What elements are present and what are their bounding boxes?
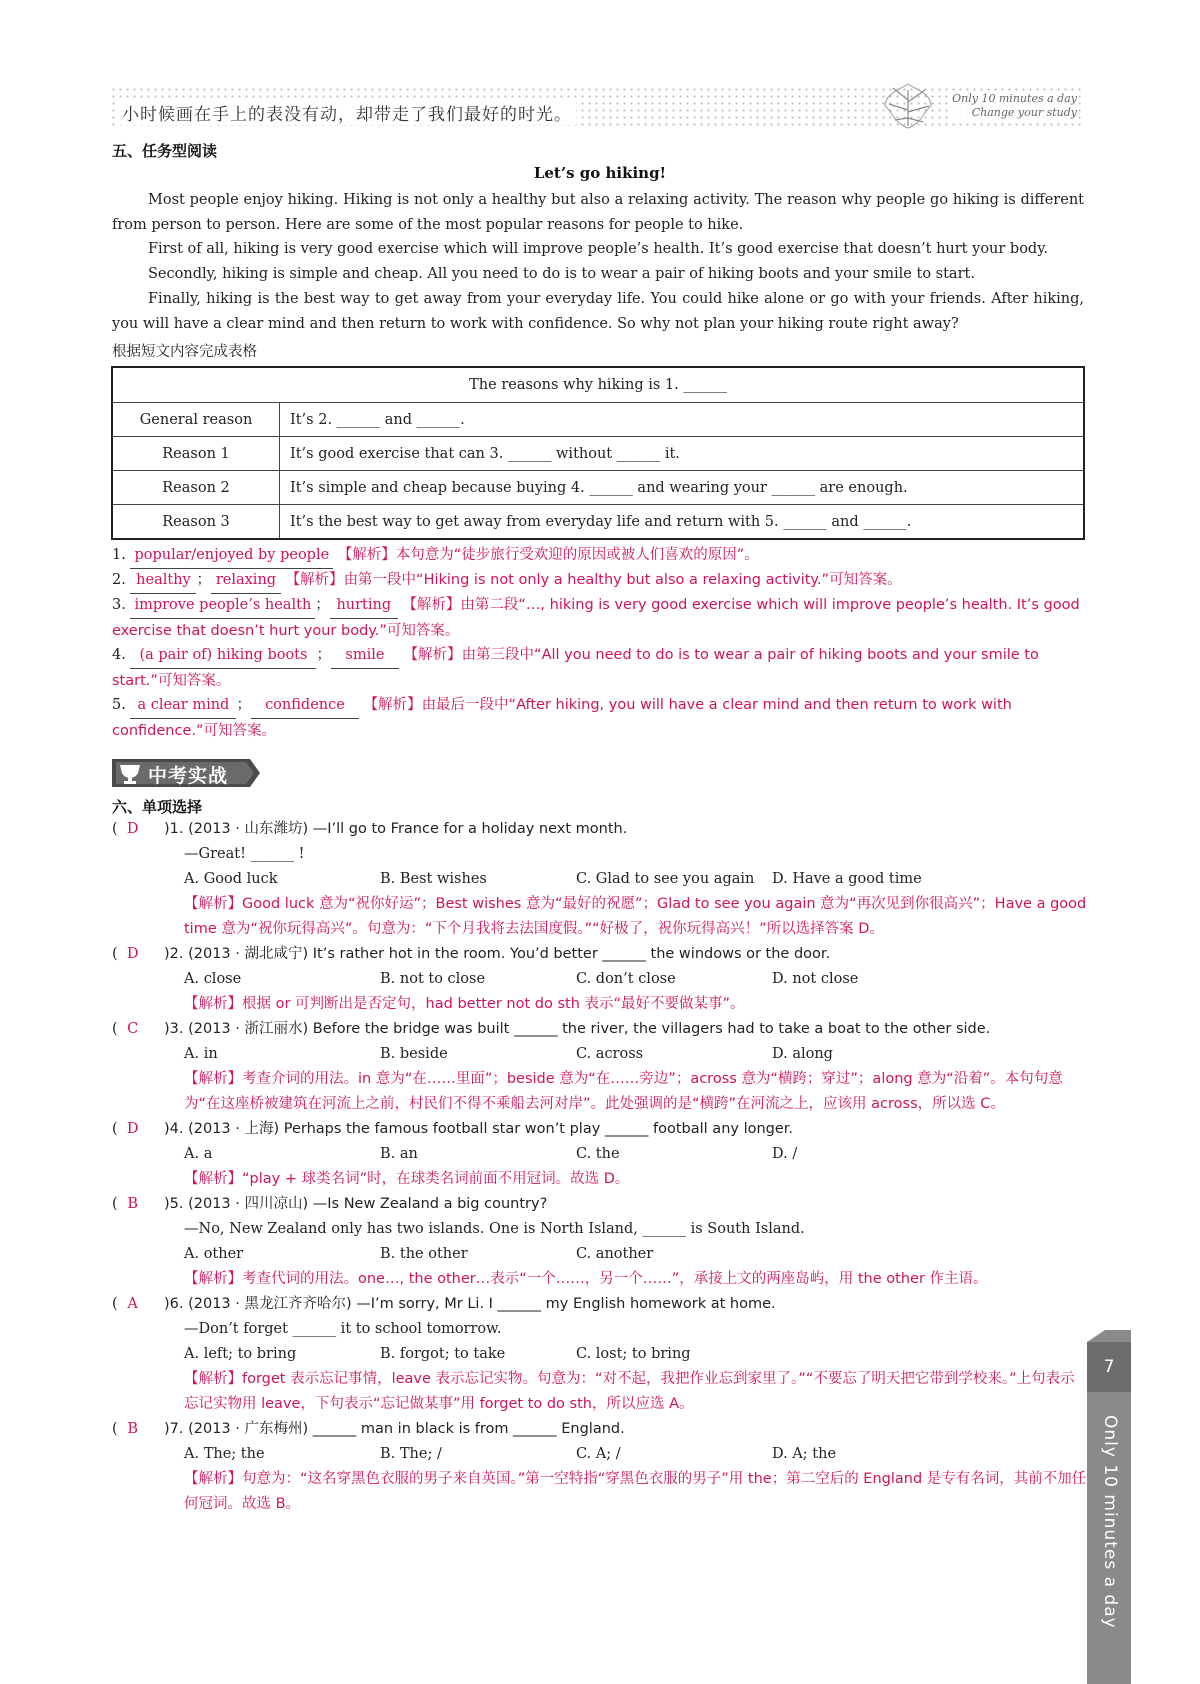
option: B. not to close <box>380 971 486 987</box>
answer-blank: a clear mind <box>130 693 236 719</box>
passage-paragraph-4: Finally, hiking is the best way to get away from your everyday life. You could hike alone or go with your friends. After hiking, you will have a clear mind and then return to work with confidence. So why not plan your hiking route right away? <box>112 291 1084 332</box>
side-tab-text-wrap <box>1086 1415 1132 1665</box>
header-motto: 小时候画在手上的表没有动，却带走了我们最好的时光。 <box>118 100 576 125</box>
analysis-tag: 【解析】 <box>337 547 396 563</box>
options <box>112 1342 1087 1367</box>
analysis-text: 由最后一段中“After hiking, you will have a clear mind and then return to work with confidence.”可知答案。 <box>112 697 1012 739</box>
table-header-cell: The reasons why hiking is 1. ______ <box>112 367 1084 403</box>
answer-separator: ； <box>316 647 331 663</box>
analysis-text: 根据 or 可判断出是否定句，had better not do sth 表示“最好不要做某事”。 <box>242 996 745 1012</box>
table-row-label: Reason 1 <box>112 437 280 471</box>
question-stem: )5. (2013 · 四川凉山) —Is New Zealand a big country? <box>164 1196 548 1212</box>
answer-number: 1. <box>112 547 126 563</box>
question-list <box>112 817 1087 1517</box>
option: B. forgot; to take <box>380 1346 506 1362</box>
option: C. A; / <box>576 1446 621 1462</box>
analysis-tag: 【解析】 <box>363 697 422 713</box>
table-row-text: It’s simple and cheap because buying 4. ______ and wearing your ______ are enough. <box>280 471 1085 505</box>
exam-practice-banner <box>112 757 260 789</box>
question-5: ( B )5. (2013 · 四川凉山) —Is New Zealand a big country? —No, New Zealand only has two islands. One is North Island, ______ is South Island. A. other B. the other C. another 【解析】考查代词的用法。one…, the other…表示“一个……，另一个……”，承接上文的两座岛屿，用 the other 作主语。 <box>112 1192 1087 1292</box>
passage-paragraph-3: Secondly, hiking is simple and cheap. All you need to do is to wear a pair of hiking boots and your smile to start. <box>148 266 975 282</box>
analysis-text: 考查代词的用法。one…, the other…表示“一个……，另一个……”，承接上文的两座岛屿，用 the other 作主语。 <box>242 1271 988 1287</box>
reasons-table <box>111 366 1085 540</box>
page-header <box>110 86 1085 130</box>
analysis <box>112 892 1087 942</box>
option: A. The; the <box>184 1446 265 1462</box>
question-line2: —No, New Zealand only has two islands. One is North Island, ______ is South Island. <box>184 1221 805 1237</box>
header-slogan-line1: Only 10 minutes a day <box>952 92 1077 105</box>
header-slogan <box>950 92 1079 120</box>
table-row <box>112 471 1084 505</box>
analysis <box>112 1167 1087 1192</box>
option: B. Best wishes <box>380 871 487 887</box>
analysis-tag: 【解析】 <box>184 1171 242 1187</box>
analysis-text: 本句意为“徒步旅行受欢迎的原因或被人们喜欢的原因”。 <box>395 547 759 563</box>
table-row-text: It’s 2. ______ and ______. <box>280 403 1085 437</box>
analysis-text: 由第一段中“Hiking is not only a healthy but also a relaxing activity.”可知答案。 <box>343 572 902 588</box>
option: A. in <box>184 1046 218 1062</box>
question-line2: —Don’t forget ______ it to school tomorrow. <box>184 1321 502 1337</box>
question-stem: )3. (2013 · 浙江丽水) Before the bridge was built ______ the river, the villagers had to take a boat to the other side. <box>164 1021 991 1037</box>
analysis-tag: 【解析】 <box>285 572 344 588</box>
option: B. the other <box>380 1246 468 1262</box>
passage-title: Let’s go hiking! <box>533 164 667 182</box>
question-2: ( D )2. (2013 · 湖北咸宁) It’s rather hot in the room. You’d better ______ the windows or the door. A. close B. not to close C. don’t close D. not close 【解析】根据 or 可判断出是否定句，had better not do sth 表示“最好不要做某事”。 <box>112 942 1087 1017</box>
question-stem: )7. (2013 · 广东梅州) ______ man in black is from ______ England. <box>164 1421 625 1437</box>
table-row-label: General reason <box>112 403 280 437</box>
banner-text: 中考实战 <box>148 765 229 787</box>
question-stem: )4. (2013 · 上海) Perhaps the famous football star won’t play ______ football any longer. <box>164 1121 794 1137</box>
answer-key: B <box>127 1196 138 1212</box>
options <box>112 1442 1087 1467</box>
side-tab-fold <box>1087 1330 1105 1342</box>
answer-blank: confidence <box>251 693 359 719</box>
answer-blank: improve people’s health <box>130 593 315 619</box>
table-row-label: Reason 3 <box>112 505 280 540</box>
option: C. lost; to bring <box>576 1346 691 1362</box>
analysis-text: forget 表示忘记事情，leave 表示忘记实物。句意为：“对不起，我把作业忘到家里了。”“不要忘了明天把它带到学校来。”上句表示忘记实物用 leave，下句表示“忘记做某事”用 forget to do sth，所以应选 A。 <box>184 1371 1075 1412</box>
question-3: ( C )3. (2013 · 浙江丽水) Before the bridge was built ______ the river, the villagers had to take a boat to the other side. A. in B. beside C. across D. along 【解析】考查介词的用法。in 意为“在……里面”；beside 意为“在……旁边”；across 意为“横跨；穿过”；along 意为“沿着”。本句句意为“在这座桥被建筑在河流上之前，村民们不得不乘船去河对岸”。此处强调的是“横跨”在河流之上，应该用 across，所以选 C。 <box>112 1017 1087 1117</box>
page-number: 7 <box>1087 1342 1131 1392</box>
analysis-tag: 【解析】 <box>184 996 242 1012</box>
analysis-text: 句意为：“这名穿黑色衣服的男子来自英国。”第一空特指“穿黑色衣服的男子”用 the；第二空后的 England 是专有名词，其前不加任何冠词。故选 B。 <box>184 1471 1087 1512</box>
analysis-tag: 【解析】 <box>184 1471 242 1487</box>
table-row <box>112 505 1084 540</box>
option: C. don’t close <box>576 971 676 987</box>
answer-2 <box>112 568 1087 594</box>
option: D. A; the <box>772 1446 837 1462</box>
analysis <box>112 992 1087 1017</box>
analysis-tag: 【解析】 <box>184 1271 242 1287</box>
answer-key: A <box>127 1296 138 1312</box>
answer-number: 3. <box>112 597 126 613</box>
answer-key: D <box>126 946 139 962</box>
answer-key: D <box>126 821 139 837</box>
answer-separator: ； <box>236 697 251 713</box>
option: A. other <box>184 1246 244 1262</box>
header-slogan-line2: Change your study <box>971 106 1077 119</box>
analysis-text: Good luck 意为“祝你好运”；Best wishes 意为“最好的祝愿”；Glad to see you again 意为“再次见到你很高兴”；Have a good time 意为“祝你玩得高兴”。句意为：“下个月我将去法国度假。”“好极了，祝你玩得高兴！”所以选择答案 D。 <box>184 896 1087 937</box>
option: D. Have a good time <box>772 871 922 887</box>
analysis-tag: 【解析】 <box>184 1371 242 1387</box>
passage-paragraph-2: First of all, hiking is very good exercise which will improve people’s health. It’s good exercise that doesn’t hurt your body. <box>148 241 1049 257</box>
options <box>112 867 1087 892</box>
answer-5 <box>112 693 1087 744</box>
section6-heading: 六、单项选择 <box>112 798 203 816</box>
options <box>112 1142 1087 1167</box>
analysis <box>112 1367 1087 1417</box>
table-row-label: Reason 2 <box>112 471 280 505</box>
answer-separator: ； <box>196 572 211 588</box>
question-1: ( D )1. (2013 · 山东潍坊) —I’ll go to France for a holiday next month. —Great! ______ ! A. Good luck B. Best wishes C. Glad to see you again D. Have a good time 【解析】Good luck 意为“祝你好运”；Best wishes 意为“最好的祝愿”；Glad to see you again 意为“再次见到你很高兴”；Have a good time 意为“祝你玩得高兴”。句意为：“下个月我将去法国度假。”“好极了，祝你玩得高兴！”所以选择答案 D。 <box>112 817 1087 942</box>
table-row-text: It’s the best way to get away from everyday life and return with 5. ______ and ______. <box>280 505 1085 540</box>
answer-4 <box>112 643 1087 694</box>
passage-paragraph-1: Most people enjoy hiking. Hiking is not only a healthy but also a relaxing activity. The reason why people go hiking is different from person to person. Here are some of the most popular reasons for people to hike. <box>112 192 1084 233</box>
option: B. beside <box>380 1046 448 1062</box>
analysis <box>112 1067 1087 1117</box>
answer-blank: smile <box>331 643 399 669</box>
answer-blank: relaxing <box>211 568 281 594</box>
answer-number: 4. <box>112 647 126 663</box>
analysis-tag: 【解析】 <box>403 647 462 663</box>
option: A. a <box>184 1146 213 1162</box>
answer-separator: ； <box>315 597 330 613</box>
answer-number: 5. <box>112 697 126 713</box>
option: A. Good luck <box>184 871 278 887</box>
analysis-text: “play + 球类名词”时，在球类名词前面不用冠词。故选 D。 <box>242 1171 630 1187</box>
answer-1 <box>112 543 1087 569</box>
analysis-tag: 【解析】 <box>402 597 461 613</box>
analysis-text: 由第三段中“All you need to do is to wear a pair of hiking boots and your smile to start.”可知答案。 <box>112 647 1039 689</box>
option: C. Glad to see you again <box>576 871 755 887</box>
question-line2: —Great! ______ ! <box>184 846 305 862</box>
option: A. close <box>184 971 242 987</box>
question-4: ( D )4. (2013 · 上海) Perhaps the famous football star won’t play ______ football any longer. A. a B. an C. the D. / 【解析】“play + 球类名词”时，在球类名词前面不用冠词。故选 D。 <box>112 1117 1087 1192</box>
option: C. across <box>576 1046 644 1062</box>
option: D. not close <box>772 971 859 987</box>
answer-number: 2. <box>112 572 126 588</box>
question-6: ( A )6. (2013 · 黑龙江齐齐哈尔) —I’m sorry, Mr Li. I ______ my English homework at home. —Don’t forget ______ it to school tomorrow. A. left; to bring B. forgot; to take C. lost; to bring 【解析】forget 表示忘记事情，leave 表示忘记实物。句意为：“对不起，我把作业忘到家里了。”“不要忘了明天把它带到学校来。”上句表示忘记实物用 leave，下句表示“忘记做某事”用 forget to do sth，所以应选 A。 <box>112 1292 1087 1417</box>
section5-heading: 五、任务型阅读 <box>112 142 218 160</box>
question-stem: )1. (2013 · 山东潍坊) —I’ll go to France for a holiday next month. <box>164 821 628 837</box>
analysis-text: 考查介词的用法。in 意为“在……里面”；beside 意为“在……旁边”；across 意为“横跨；穿过”；along 意为“沿着”。本句句意为“在这座桥被建筑在河流上之前，村民们不得不乘船去河对岸”。此处强调的是“横跨”在河流之上，应该用 across，所以选 C。 <box>184 1071 1063 1112</box>
option: C. another <box>576 1246 654 1262</box>
table-row <box>112 403 1084 437</box>
answer-key: B <box>127 1421 138 1437</box>
answer-key: C <box>127 1021 139 1037</box>
option: B. The; / <box>380 1446 442 1462</box>
option: C. the <box>576 1146 620 1162</box>
answer-blank: healthy <box>130 568 196 594</box>
answer-blank: popular/enjoyed by people <box>130 543 333 569</box>
option: B. an <box>380 1146 418 1162</box>
answer-blank: (a pair of) hiking boots <box>130 643 316 669</box>
table-row-text: It’s good exercise that can 3. ______ without ______ it. <box>280 437 1085 471</box>
option: D. / <box>772 1146 798 1162</box>
analysis-text: 由第二段“…, hiking is very good exercise which will improve people’s health. It’s good exercise that doesn’t hurt your body.”可知答案。 <box>112 597 1080 639</box>
answer-key: D <box>126 1121 139 1137</box>
options <box>112 1242 1087 1267</box>
answer-blank: hurting <box>330 593 398 619</box>
leaf-icon <box>881 80 935 130</box>
answer-3 <box>112 593 1087 644</box>
analysis-tag: 【解析】 <box>184 1071 242 1087</box>
analysis <box>112 1467 1087 1517</box>
analysis <box>112 1267 1087 1292</box>
question-7: ( B )7. (2013 · 广东梅州) ______ man in black is from ______ England. A. The; the B. The; / C. A; / D. A; the 【解析】句意为：“这名穿黑色衣服的男子来自英国。”第一空特指“穿黑色衣服的男子”用 the；第二空后的 England 是专有名词，其前不加任何冠词。故选 B。 <box>112 1417 1087 1517</box>
options <box>112 1042 1087 1067</box>
question-stem: )2. (2013 · 湖北咸宁) It’s rather hot in the room. You’d better ______ the windows or the door. <box>164 946 831 962</box>
side-tab-text: Only 10 minutes a day <box>1100 1415 1120 1629</box>
option: A. left; to bring <box>184 1346 297 1362</box>
option: D. along <box>772 1046 833 1062</box>
question-stem: )6. (2013 · 黑龙江齐齐哈尔) —I’m sorry, Mr Li. I ______ my English homework at home. <box>164 1296 776 1312</box>
table-row <box>112 437 1084 471</box>
analysis-tag: 【解析】 <box>184 896 242 912</box>
options <box>112 967 1087 992</box>
table-instruction: 根据短文内容完成表格 <box>112 344 257 360</box>
